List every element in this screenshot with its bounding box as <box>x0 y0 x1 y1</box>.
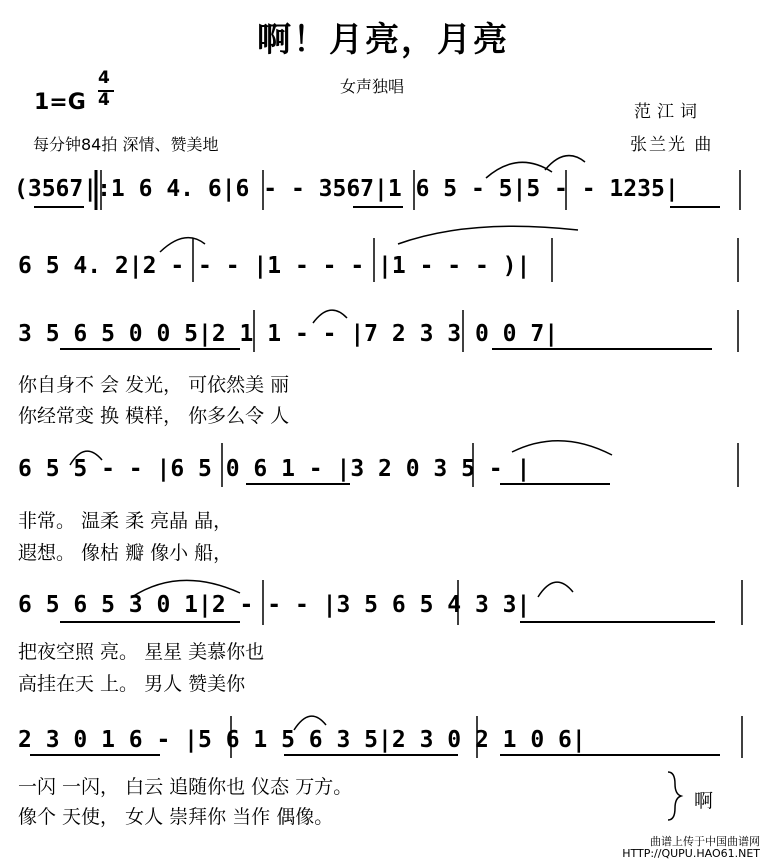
page-title: 啊！月亮，月亮 <box>257 20 509 60</box>
subtitle: 女声独唱 <box>340 77 405 96</box>
music-line-1: (3567|:1 6 4. 6|6 - - 3567|1 6 5 - 5|5 - - 1235| <box>14 176 679 202</box>
lyric-line-1: 你自身不 会 发光， 可依然美 丽 <box>18 374 290 396</box>
music-line-3: 3 5 6 5 0 0 5|2 1 1 - - |7 2 3 3 0 0 7| <box>18 321 559 347</box>
footer-line-2: HTTP://QUPU.HAO61.NET <box>622 847 760 860</box>
lyric-line-5: 把夜空照 亮。 星星 美慕你也 <box>18 641 265 663</box>
lyricist-credit: 范江词 <box>634 102 703 122</box>
side-note: 啊 <box>694 790 714 812</box>
tempo-marking: 每分钟84拍 深情、赞美地 <box>33 135 219 154</box>
lyric-line-2: 你经常变 换 模样， 你多么令 人 <box>18 405 290 427</box>
time-signature-top: 4 <box>98 68 110 88</box>
music-line-6: 2 3 0 1 6 - |5 6 1 5 6 3 5|2 3 0 2 1 0 6| <box>18 727 586 753</box>
lyric-line-8: 像个 天使， 女人 崇拜你 当作 偶像。 <box>18 806 334 828</box>
lyric-line-4: 遐想。 像枯 瓣 像小 船， <box>18 542 233 564</box>
lyric-line-3: 非常。 温柔 柔 亮晶 晶， <box>18 510 233 532</box>
composer-credit: 张兰光 曲 <box>630 135 714 155</box>
footer-watermark <box>622 836 760 860</box>
lyric-line-7: 一闪 一闪， 白云 追随你也 仪态 万方。 <box>18 776 353 798</box>
music-line-5: 6 5 6 5 3 0 1|2 - - - |3 5 6 5 4 3 3| <box>18 592 531 618</box>
key-signature: 1=G <box>34 90 86 115</box>
music-line-2: 6 5 4. 2|2 - - - |1 - - - |1 - - - )| <box>18 253 531 279</box>
music-line-4: 6 5 5 - - |6 5 0 6 1 - |3 2 0 3 5 - | <box>18 456 531 482</box>
time-signature-bottom: 4 <box>98 90 110 110</box>
lyric-line-6: 高挂在天 上。 男人 赞美你 <box>18 673 246 695</box>
footer-line-1: 曲谱上传于中国曲谱网 <box>650 835 760 848</box>
